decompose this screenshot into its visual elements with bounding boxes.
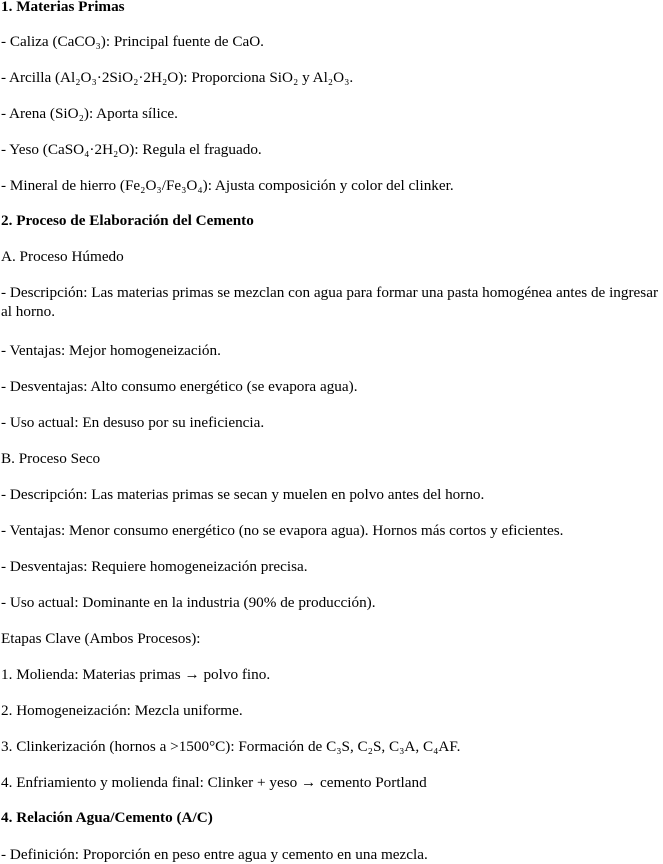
list-item: 2. Homogeneización: Mezcla uniforme. bbox=[1, 702, 243, 719]
list-item: - Arcilla (Al₂O₃·2SiO₂·2H₂O): Proporciona SiO₂ y Al₂O₃. bbox=[1, 69, 354, 86]
subsection-title-seco: B. Proceso Seco bbox=[1, 450, 101, 467]
humedo-uso: - Uso actual: En desuso por su ineficiencia. bbox=[1, 414, 265, 431]
humedo-descripcion: - Descripción: Las materias primas se mezclan con agua para formar una pasta homogénea antes de ingresar al horno. bbox=[1, 284, 659, 320]
list-item: - Caliza (CaCO₃): Principal fuente de CaO. bbox=[1, 33, 264, 50]
humedo-desventajas: - Desventajas: Alto consumo energético (se evapora agua). bbox=[1, 378, 358, 395]
seco-ventajas: - Ventajas: Menor consumo energético (no se evapora agua). Hornos más cortos y eficientes. bbox=[1, 522, 564, 539]
list-item: - Mineral de hierro (Fe₂O₃/Fe₃O₄): Ajusta composición y color del clinker. bbox=[1, 177, 454, 194]
section-heading-materias-primas: 1. Materias Primas bbox=[1, 0, 125, 15]
relacion-definicion: - Definición: Proporción en peso entre agua y cemento en una mezcla. bbox=[1, 846, 428, 863]
section-heading-proceso: 2. Proceso de Elaboración del Cemento bbox=[1, 212, 254, 229]
list-item: 1. Molienda: Materias primas → polvo fino. bbox=[1, 666, 271, 683]
seco-descripcion: - Descripción: Las materias primas se secan y muelen en polvo antes del horno. bbox=[1, 486, 485, 503]
list-item: 3. Clinkerización (hornos a >1500°C): Formación de C₃S, C₂S, C₃A, C₄AF. bbox=[1, 738, 461, 755]
list-item: 4. Enfriamiento y molienda final: Clinker + yeso → cemento Portland bbox=[1, 774, 427, 791]
subsection-title-humedo: A. Proceso Húmedo bbox=[1, 248, 124, 265]
humedo-ventajas: - Ventajas: Mejor homogeneización. bbox=[1, 342, 221, 359]
list-item: - Arena (SiO₂): Aporta sílice. bbox=[1, 105, 178, 122]
seco-uso: - Uso actual: Dominante en la industria (90% de producción). bbox=[1, 594, 376, 611]
etapas-title: Etapas Clave (Ambos Procesos): bbox=[1, 630, 201, 647]
seco-desventajas: - Desventajas: Requiere homogeneización precisa. bbox=[1, 558, 308, 575]
list-item: - Yeso (CaSO₄·2H₂O): Regula el fraguado. bbox=[1, 141, 262, 158]
section-heading-relacion: 4. Relación Agua/Cemento (A/C) bbox=[1, 809, 213, 826]
